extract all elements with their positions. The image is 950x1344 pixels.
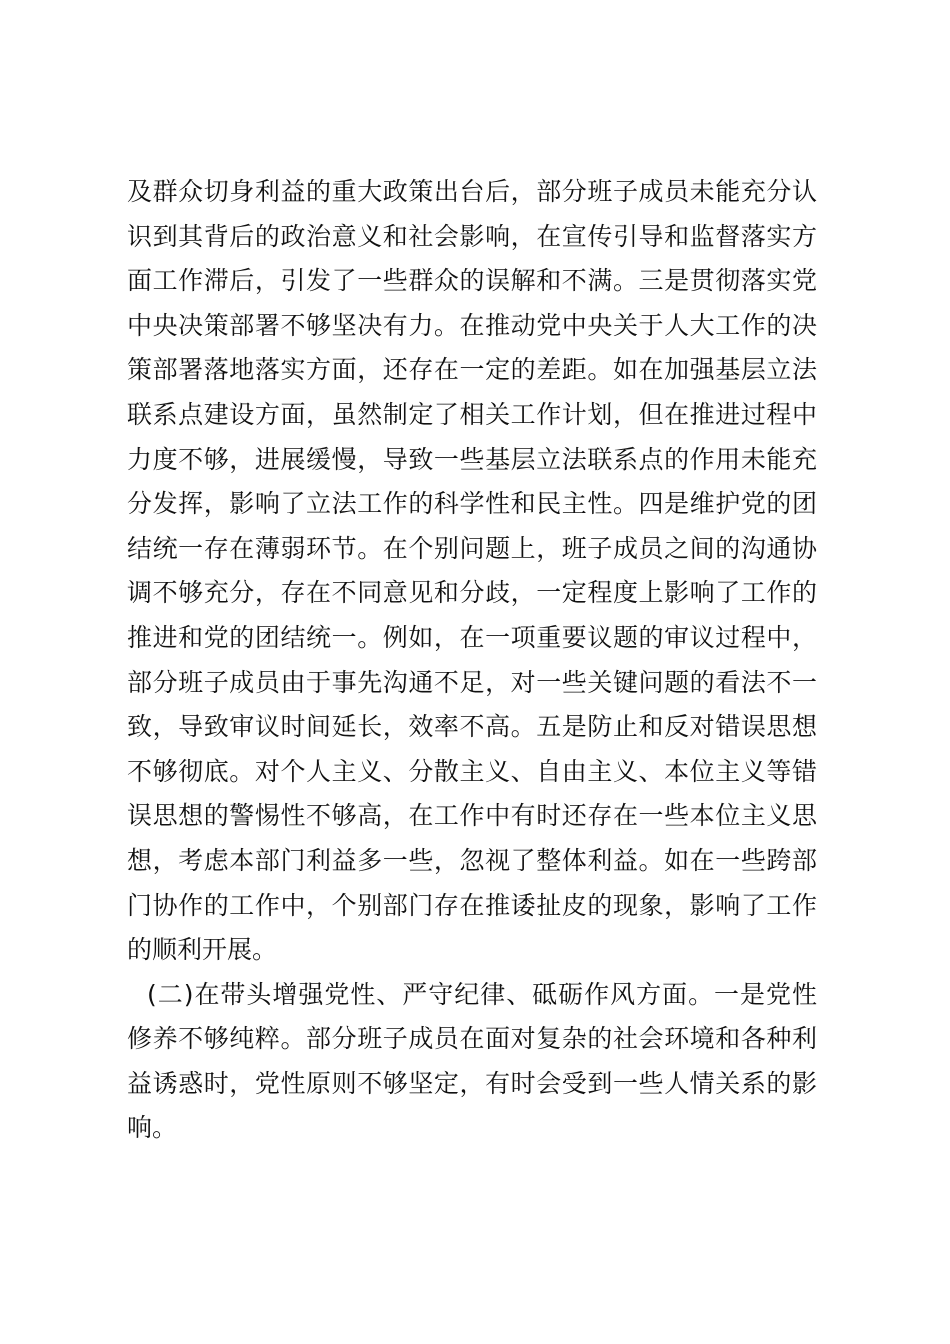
section-heading-line: (二)在带头增强党性、严守纪律、砥砺作风方面。一是党性 <box>147 979 817 1009</box>
text-line: 致，导致审议时间延长，效率不高。五是防止和反对错误思想 <box>127 712 817 742</box>
text-line: 中央决策部署不够坚决有力。在推动党中央关于人大工作的决 <box>127 310 817 340</box>
text-line: 误思想的警惕性不够高，在工作中有时还存在一些本位主义思 <box>127 801 817 831</box>
text-line: 识到其背后的政治意义和社会影响，在宣传引导和监督落实方 <box>127 221 817 251</box>
text-line: 响。 <box>127 1113 178 1143</box>
text-line: 分发挥，影响了立法工作的科学性和民主性。四是维护党的团 <box>127 489 817 519</box>
text-line: 面工作滞后，引发了一些群众的误解和不满。三是贯彻落实党 <box>127 266 817 296</box>
text-line: 及群众切身利益的重大政策出台后，部分班子成员未能充分认 <box>127 177 817 206</box>
document-body <box>127 170 817 1151</box>
text-line: 部分班子成员由于事先沟通不足，对一些关键问题的看法不一 <box>127 667 817 697</box>
text-line: 调不够充分，存在不同意见和分歧，一定程度上影响了工作的 <box>127 578 817 608</box>
text-line: 结统一存在薄弱环节。在个别问题上，班子成员之间的沟通协 <box>127 533 817 563</box>
text-line: 想，考虑本部门利益多一些，忽视了整体利益。如在一些跨部 <box>127 845 817 875</box>
text-line: 门协作的工作中，个别部门存在推诿扯皮的现象，影响了工作 <box>127 890 817 920</box>
text-line: 益诱惑时，党性原则不够坚定，有时会受到一些人情关系的影 <box>127 1068 817 1098</box>
text-line: 推进和党的团结统一。例如，在一项重要议题的审议过程中， <box>127 622 817 652</box>
text-line: 联系点建设方面，虽然制定了相关工作计划，但在推进过程中 <box>127 399 817 429</box>
text-line: 修养不够纯粹。部分班子成员在面对复杂的社会环境和各种利 <box>127 1024 817 1054</box>
text-line: 的顺利开展。 <box>127 935 278 965</box>
text-line: 不够彻底。对个人主义、分散主义、自由主义、本位主义等错 <box>127 756 817 786</box>
text-line: 策部署落地落实方面，还存在一定的差距。如在加强基层立法 <box>127 355 817 385</box>
text-line: 力度不够，进展缓慢，导致一些基层立法联系点的作用未能充 <box>127 444 817 474</box>
